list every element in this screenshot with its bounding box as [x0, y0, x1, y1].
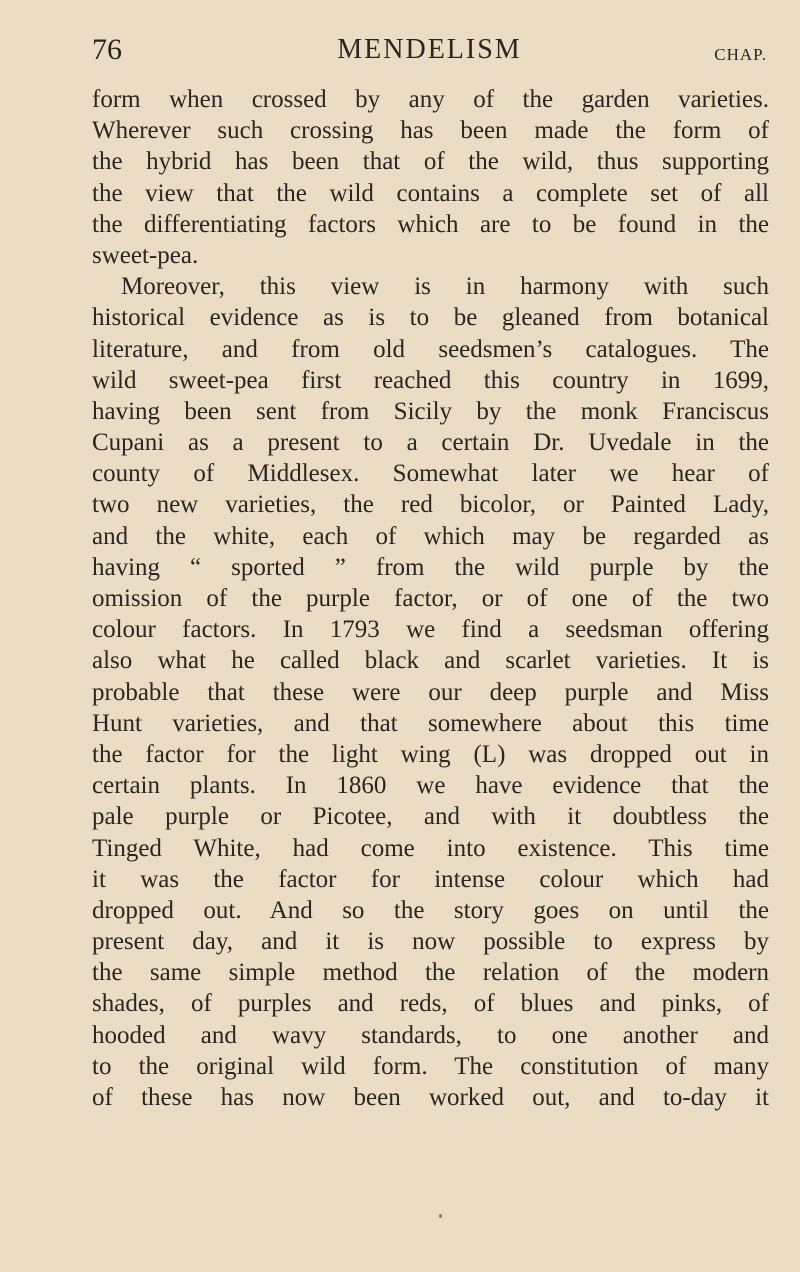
text-line: literature, and from old seedsmen’s catalogues. The [92, 335, 769, 363]
text-line: the same simple method the relation of the modern [92, 959, 769, 987]
text-line: hooded and wavy standards, to one another and [92, 1021, 769, 1049]
text-line: wild sweet-pea first reached this country in 1699, [92, 366, 769, 394]
text-line: certain plants. In 1860 we have evidence that the [92, 772, 769, 800]
text-line: having “ sported ” from the wild purple by the [92, 553, 769, 581]
text-line: the view that the wild contains a complete set of all [92, 179, 769, 207]
text-line: the hybrid has been that of the wild, thus supporting [92, 148, 769, 176]
text-line: Wherever such crossing has been made the form of [92, 117, 769, 145]
text-line: probable that these were our deep purple and Miss [92, 678, 769, 706]
text-line: historical evidence as is to be gleaned from botanical [92, 304, 769, 332]
text-line: Moreover, this view is in harmony with such [121, 273, 769, 301]
text-line: colour factors. In 1793 we find a seedsman offering [92, 616, 769, 644]
text-line: to the original wild form. The constitution of many [92, 1052, 769, 1080]
text-line: also what he called black and scarlet varieties. It is [92, 647, 769, 675]
text-line: omission of the purple factor, or of one of the two [92, 585, 769, 612]
text-line: Cupani as a present to a certain Dr. Uvedale in the [92, 429, 769, 457]
text-line: the factor for the light wing (L) was dropped out in [92, 740, 769, 768]
text-line: the differentiating factors which are to be found in the [92, 210, 769, 238]
running-head [92, 30, 767, 74]
text-line: sweet-pea. [92, 241, 199, 269]
text-line: pale purple or Picotee, and with it doubtless the [92, 803, 769, 831]
text-line: shades, of purples and reds, of blues and pinks, of [92, 990, 769, 1018]
body-text [92, 84, 769, 1113]
print-speck [439, 1214, 442, 1218]
text-line: county of Middlesex. Somewhat later we hear of [92, 460, 769, 488]
text-line: and the white, each of which may be regarded as [92, 522, 769, 550]
text-line: dropped out. And so the story goes on until the [92, 896, 769, 924]
text-line: it was the factor for intense colour which had [92, 865, 769, 893]
text-line: two new varieties, the red bicolor, or Painted Lady, [92, 491, 769, 519]
text-line: Hunt varieties, and that somewhere about this time [92, 709, 769, 737]
page-number: 76 [92, 33, 122, 66]
running-title: MENDELISM [337, 34, 522, 65]
text-line: of these has now been worked out, and to-day it [92, 1084, 769, 1111]
text-line: present day, and it is now possible to express by [92, 928, 769, 956]
text-line: Tinged White, had come into existence. This time [92, 834, 769, 862]
text-line: form when crossed by any of the garden varieties. [92, 86, 769, 113]
chapter-label: CHAP. [714, 45, 767, 64]
text-line: having been sent from Sicily by the monk Franciscus [92, 397, 769, 425]
